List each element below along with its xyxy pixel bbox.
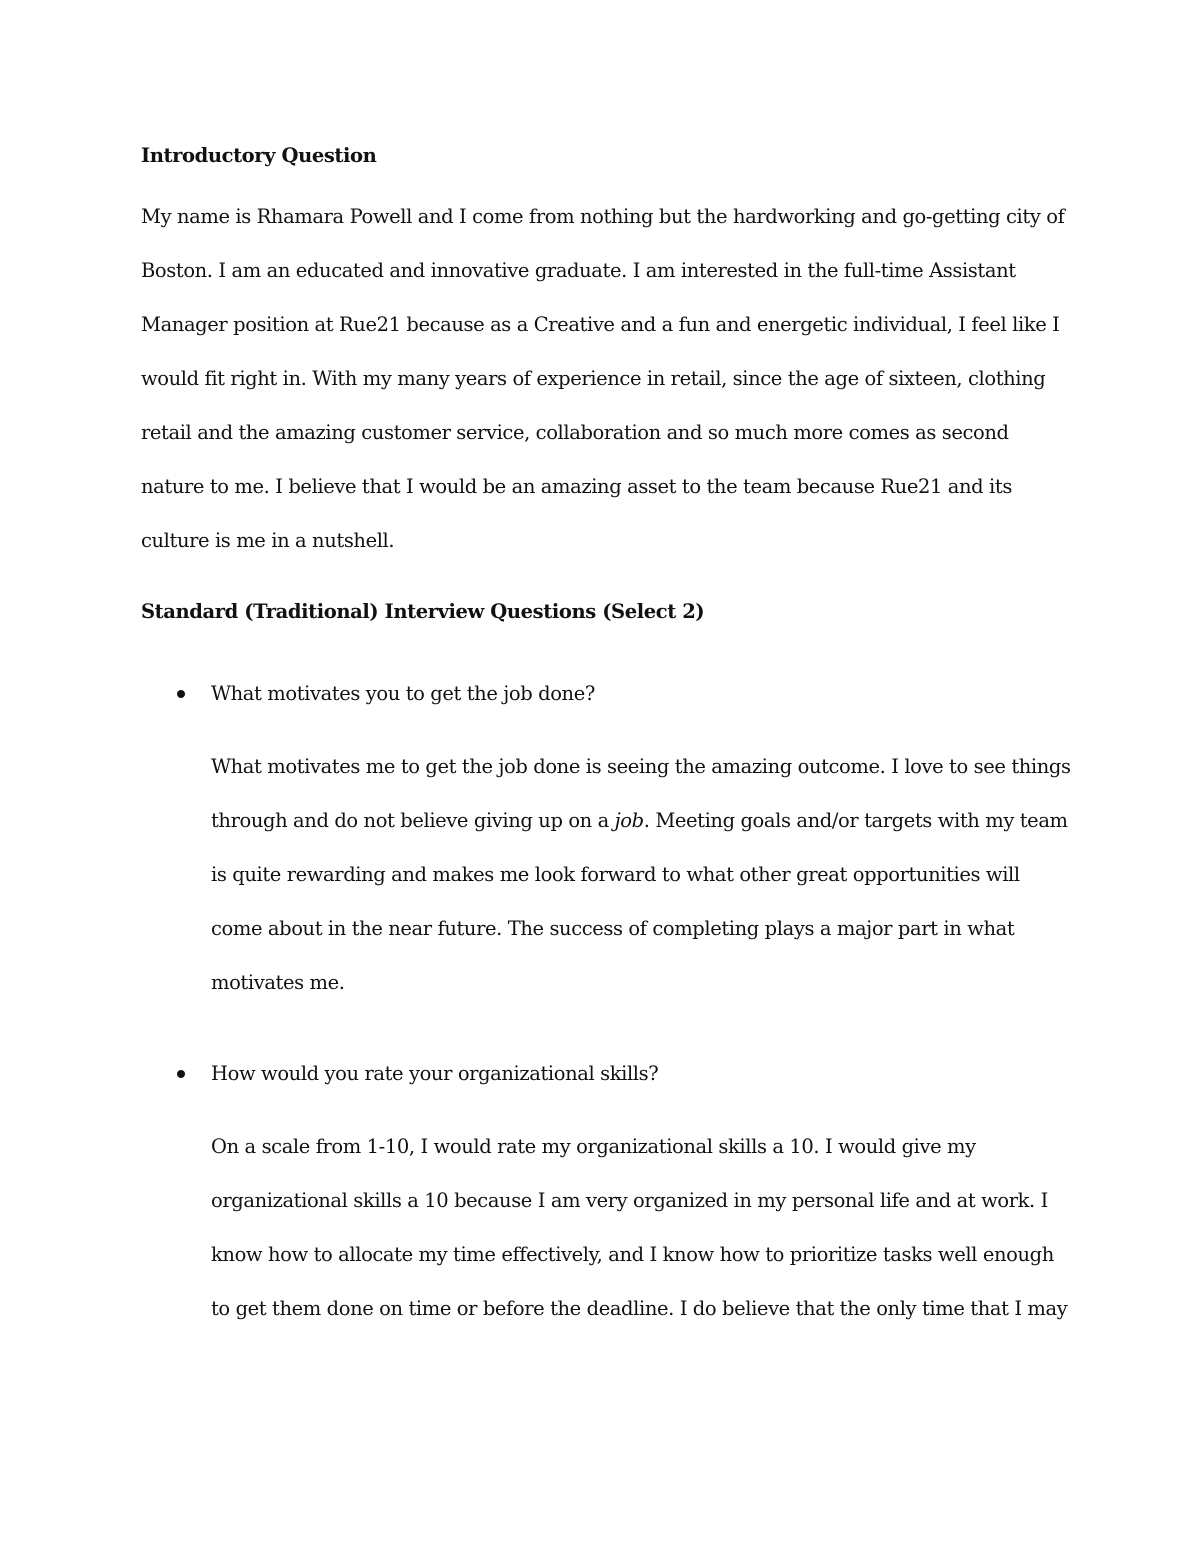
standard-questions-heading: Standard (Traditional) Interview Questions (Select 2) [141,600,705,623]
intro-heading: Introductory Question [141,144,377,167]
bullet-icon [177,690,185,698]
answer-text-part: . Meeting goals and/or targets with my team is quite rewarding and makes me look forward to what other great opportunities will come about in the near future. The success of completing plays a major part in what motivates me. [211,809,1068,994]
list-item [141,676,1071,1010]
intro-paragraph: My name is Rhamara Powell and I come from nothing but the hardworking and go-getting city of Boston. I am an educated and innovative graduate. I am interested in the full-time Assistant Manager position at Rue21 because as a Creative and a fun and energetic individual, I feel like I would fit right in. With my many years of experience in retail, since the age of sixteen, clothing retail and the amazing customer service, collaboration and so much more comes as second nature to me. I believe that I would be an amazing asset to the team because Rue21 and its culture is me in a nutshell. [141,205,1065,552]
bullet-icon [177,1070,185,1078]
document-body [141,138,1071,1336]
answer-emphasis: job [614,809,644,832]
answer-text-part: What motivates me to get the job done is seeing the amazing outcome. I love to see things through and do not believe giving up on a [211,755,1071,832]
answer-text: On a scale from 1-10, I would rate my organizational skills a 10. I would give my organizational skills a 10 because I am very organized in my personal life and at work. I know how to allocate my time effectively, and I know how to prioritize tasks well enough to get them done on time or before the deadline. I do believe that the only time that I may [211,1135,1068,1320]
question-text: What motivates you to get the job done? [211,682,595,705]
question-list [141,676,1071,1336]
list-item [141,1056,1071,1336]
question-text: How would you rate your organizational skills? [211,1062,659,1085]
answer-text [211,740,1071,1010]
